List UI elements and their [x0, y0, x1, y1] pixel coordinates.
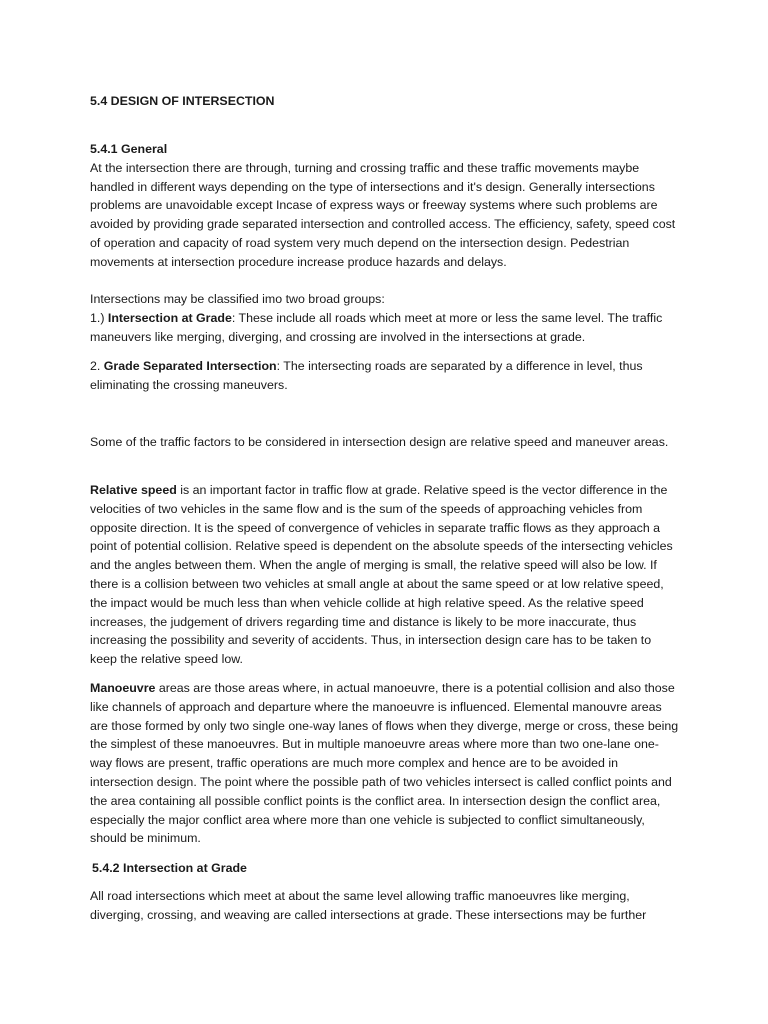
paragraph-relative-speed: Relative speed is an important factor in traffic flow at grade. Relative speed is the vector difference in the velocities of two vehicles in the same flow and is the sum of the speeds of approaching vehicles from opposite direction. It is the speed of convergence of vehicles in separate traffic flows as they approach a point of potential collision. Relative speed is dependent on the absolute speeds of the intersecting vehicles and the angles between them. When the angle of merging is small, the relative speed will also be low. If there is a collision between two vehicles at small angle at about the same speed or at low relative speed, the impact would be much less than when vehicle collide at high relative speed. As the relative speed increases, the judgement of drivers regarding time and distance is likely to be more inaccurate, thus increasing the possibility and severity of accidents. Thus, in intersection design care has to be taken to keep the relative speed low.	[90, 483, 673, 667]
section-heading-general: 5.4.1 General	[90, 142, 168, 156]
paragraph-manoeuvre: Manoeuvre areas are those areas where, in actual manoeuvre, there is a potential collision and also those like channels of approach and departure where the manoeuvre is influenced. Elemental manouvre areas are those formed by only two single one-way lanes of flows when they diverge, merge or cross, these being the simplest of these manoeuvres. But in multiple manoeuvre areas where more than two one-lane one-way flows are present, traffic operations are much more complex and hence are to be avoided in intersection design. The point where the possible path of two vehicles intersect is called conflict points and the area containing all possible conflict points is the conflict area. In intersection design the conflict area, especially the major conflict area where more than one vehicle is subjected to conflict simultaneously, should be minimum.	[90, 681, 679, 846]
paragraph-traffic-factors: Some of the traffic factors to be considered in intersection design are relative speed and maneuver areas.	[90, 435, 669, 449]
term-intersection-at-grade: Intersection at Grade	[107, 310, 232, 325]
classification-item-2: 2. Grade Separated Intersection: The intersecting roads are separated by a difference in level, thus eliminating the crossing maneuvers.	[90, 359, 643, 392]
classification-item-1: 1.) Intersection at Grade: These include all roads which meet at more or less the same level. The traffic maneuvers like merging, diverging, and crossing are involved in the intersections at grade.	[90, 310, 663, 344]
paragraph-general: At the intersection there are through, turning and crossing traffic and these traffic movements maybe handled in different ways depending on the type of intersections and it's design. Generally intersections problems are unavoidable except Incase of express ways or freeway systems where such problems are avoided by providing grade separated intersection and controlled access. The efficiency, safety, speed cost of operation and capacity of road system very much depend on the intersection design. Pedestrian movements at intersection procedure increase produce hazards and delays.	[90, 160, 676, 269]
document-title: 5.4 DESIGN OF INTERSECTION	[90, 94, 275, 108]
section-classification	[90, 290, 680, 346]
term-manoeuvre: Manoeuvre	[90, 681, 156, 695]
section-general	[90, 140, 680, 272]
section-heading-at-grade: 5.4.2 Intersection at Grade	[92, 861, 247, 875]
classification-intro: Intersections may be classified imo two broad groups:	[90, 292, 385, 306]
term-relative-speed: Relative speed	[90, 483, 177, 497]
term-grade-separated-intersection: Grade Separated Intersection	[103, 359, 277, 373]
paragraph-at-grade: All road intersections which meet at about the same level allowing traffic manoeuvres like merging, diverging, crossing, and weaving are called intersections at grade. These intersections may be further	[90, 889, 647, 922]
